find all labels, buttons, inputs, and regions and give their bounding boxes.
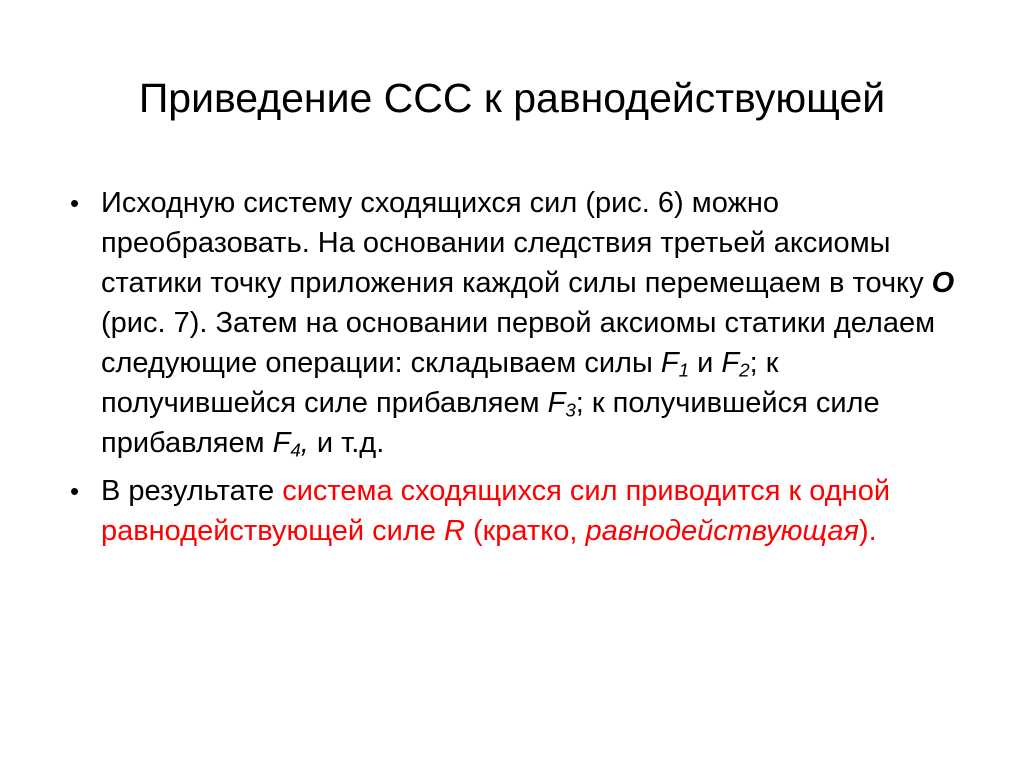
- bullet2-highlight-2: (кратко,: [464, 515, 586, 547]
- bullet-marker: •: [70, 476, 80, 506]
- bullet-item-2: [70, 471, 970, 551]
- bullet-marker: •: [70, 188, 80, 218]
- bullet2-text-1: В результате: [101, 475, 283, 507]
- bullet2-highlight-1: система сходящихся сил приводится к одной равнодействующей силе: [101, 475, 891, 547]
- resultant-force-r: R: [443, 515, 465, 547]
- bullet1-text-5: и т.д.: [308, 427, 385, 459]
- bullet2-highlight-3: ).: [859, 515, 877, 547]
- force-symbol: F: [660, 347, 679, 379]
- bullet2-highlight-italic: равнодействующая: [585, 515, 860, 547]
- slide-content: [70, 183, 970, 559]
- bullet1-text-1: Исходную систему сходящихся сил (рис. 6) можно преобразовать. На основании следствия третьей аксиомы статики точку приложения каждой силы перемещаем в точку: [101, 187, 932, 299]
- force-f1: [661, 347, 689, 379]
- bullet1-text-2: (рис. 7). Затем на основании первой аксиомы статики делаем следующие операции: складываем силы: [101, 307, 936, 379]
- slide-title: Приведение ССС к равнодействующей: [138, 75, 886, 121]
- force-f3: [548, 387, 576, 419]
- force-subscript: 4: [290, 439, 301, 461]
- point-o-label: О: [931, 267, 955, 299]
- comma: ,: [300, 427, 309, 459]
- force-symbol: F: [721, 347, 740, 379]
- force-symbol: F: [272, 427, 291, 459]
- bullet1-text-3: ; к получившейся силе прибавляем: [101, 347, 779, 419]
- bullet-item-1: [70, 183, 970, 463]
- force-subscript: 2: [739, 359, 750, 381]
- force-symbol: F: [547, 387, 566, 419]
- bullet1-and: и: [689, 347, 722, 379]
- force-subscript: 3: [565, 399, 576, 421]
- force-f2: [721, 347, 749, 379]
- force-subscript: 1: [678, 359, 690, 381]
- bullet1-text-4: ; к получившейся силе прибавляем: [101, 387, 880, 459]
- force-f4: [273, 427, 309, 459]
